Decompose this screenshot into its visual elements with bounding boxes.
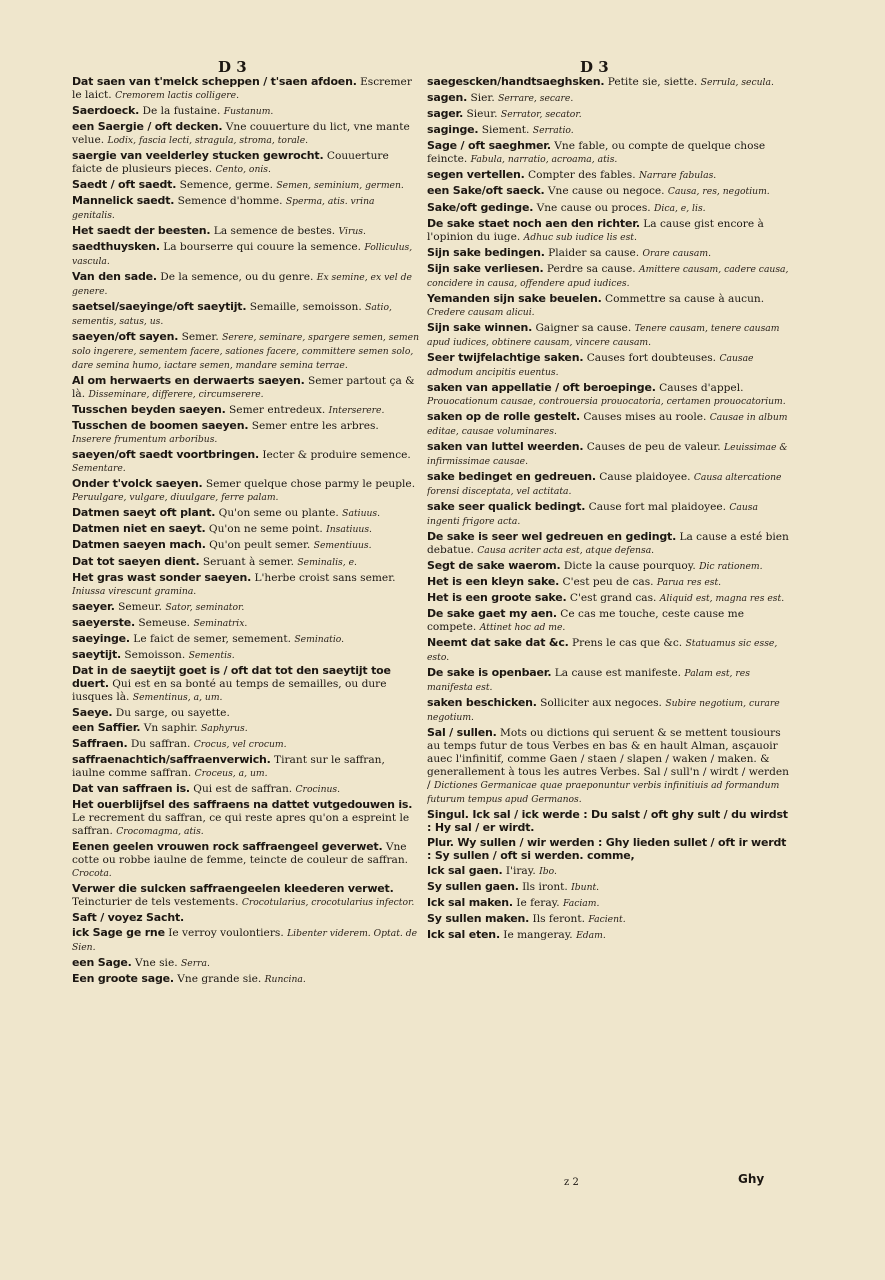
headword: Verwer die sulcken saffraengeelen kleederen verwet. <box>72 883 394 896</box>
dictionary-entry <box>72 738 420 752</box>
headword: Seer twijfelachtige saken. <box>427 351 584 364</box>
headword: De sake gaet my aen. <box>427 608 557 621</box>
dictionary-entry <box>72 601 420 615</box>
french-gloss: Vn saphir. <box>143 722 198 735</box>
french-gloss: Cause fort mal plaidoyee. <box>588 500 726 513</box>
latin-gloss: Causa altercatione forensi disceptata, vel actitata. <box>427 471 782 497</box>
latin-gloss: Serra. <box>180 958 210 970</box>
dictionary-entry <box>427 637 792 665</box>
french-gloss: Semence d'homme. <box>177 195 283 208</box>
headword: saeyer. <box>72 600 115 613</box>
latin-gloss: Causa, res, negotium. <box>667 186 770 198</box>
headword: Onder t'volck saeyen. <box>72 478 203 491</box>
french-gloss: Semoisson. <box>124 648 186 661</box>
headword: Sy sullen maken. <box>427 912 530 925</box>
french-gloss: Causes fort doubteuses. <box>586 351 717 364</box>
latin-gloss: Disseminare, differere, circumserere. <box>88 389 264 401</box>
latin-gloss: Semen, seminium, germen. <box>276 180 404 192</box>
headword: saeytijt. <box>72 648 122 661</box>
french-gloss: La semence de bestes. <box>213 225 336 238</box>
headword: Dat tot saeyen dient. <box>72 555 200 568</box>
latin-gloss: Fabula, narratio, acroama, atis. <box>470 154 618 166</box>
latin-gloss: Satio, sementis, satus, us. <box>72 302 392 328</box>
dictionary-entry <box>427 293 792 320</box>
headword: saergie van veelderley stucken gewrocht. <box>72 150 324 163</box>
latin-gloss: Cremorem lactis colligere. <box>115 89 240 101</box>
latin-gloss: Inserere frumentum arboribus. <box>72 434 218 446</box>
french-gloss: Seruant à semer. <box>202 555 294 568</box>
french-gloss: Du sarge, ou sayette. <box>115 706 230 719</box>
latin-gloss: Peruulgare, vulgare, diuulgare, ferre palam. <box>72 492 279 504</box>
french-gloss: Cause plaidoyee. <box>599 470 691 483</box>
headword: Eenen geelen vrouwen rock saffraengeel geverwet. <box>72 841 383 854</box>
latin-gloss: Lodix, fascia lecti, stragula, stroma, torale. <box>107 135 309 146</box>
dictionary-entry <box>427 897 792 911</box>
latin-gloss: Crocus, vel crocum. <box>193 739 287 751</box>
french-gloss: Semer. <box>181 331 219 344</box>
latin-gloss: Adhuc sub iudice lis est. <box>523 231 637 243</box>
french-gloss: Qui est de saffran. <box>193 783 293 796</box>
headword: saken op de rolle gestelt. <box>427 410 580 423</box>
french-gloss: C'est grand cas. <box>569 591 657 604</box>
french-gloss: L'herbe croist sans semer. <box>254 571 396 584</box>
headword: Saedt / oft saedt. <box>72 179 177 192</box>
headword: saeyen/oft sayen. <box>72 331 179 344</box>
dictionary-entry <box>427 76 792 90</box>
dictionary-entry <box>427 881 792 895</box>
headword: Datmen niet en saeyt. <box>72 523 206 536</box>
dictionary-entry <box>427 667 792 695</box>
latin-gloss: Sementiuus. <box>313 540 372 552</box>
french-gloss: Qu'on seme ou plante. <box>218 507 339 520</box>
dictionary-entry <box>72 927 420 955</box>
french-gloss: Causes de peu de valeur. <box>586 440 721 453</box>
headword: Sijn sake winnen. <box>427 321 533 334</box>
dictionary-entry <box>72 707 420 720</box>
dictionary-entry <box>72 179 420 193</box>
dictionary-entry <box>427 809 792 835</box>
headword: Sijn sake bedingen. <box>427 246 545 259</box>
dictionary-entry <box>72 523 420 537</box>
french-gloss: Causes d'appel. <box>659 381 744 394</box>
headword: Een groote sage. <box>72 973 174 986</box>
dictionary-entry <box>427 560 792 574</box>
latin-gloss: Seminatrix. <box>193 617 248 629</box>
french-gloss: Causes mises au roole. <box>583 410 707 423</box>
latin-gloss: Crocota. <box>72 868 112 880</box>
headword: Van den sade. <box>72 271 157 284</box>
headword: saeyinge. <box>72 632 130 645</box>
headword: Al om herwaerts en derwaerts saeyen. <box>72 375 305 388</box>
headword: De sake is seer wel gedreuen en gedingt. <box>427 530 677 543</box>
headword: saken van appellatie / oft beroepinge. <box>427 381 656 394</box>
french-gloss: Plaider sa cause. <box>548 246 640 259</box>
french-gloss: Vne grande sie. <box>177 973 262 986</box>
french-gloss: De la fustaine. <box>142 105 221 117</box>
latin-gloss: Facient. <box>588 913 626 925</box>
dictionary-entry <box>72 572 420 599</box>
headword: Sage / oft saeghmer. <box>427 140 551 153</box>
latin-gloss: Sementinus, a, um. <box>132 691 223 703</box>
headword: Tusschen beyden saeyen. <box>72 404 226 417</box>
french-gloss: Vne cause ou negoce. <box>547 185 665 198</box>
latin-gloss: Serrare, secare. <box>498 93 574 105</box>
dictionary-entry <box>72 121 420 148</box>
dictionary-entry <box>72 449 420 476</box>
dictionary-entry <box>72 649 420 663</box>
french-gloss: La bourserre qui couure la semence. <box>163 241 361 254</box>
latin-gloss: Crocotularius, crocotularius infector. <box>241 897 415 909</box>
dictionary-entry <box>427 471 792 499</box>
headword: Saerdoeck. <box>72 105 140 117</box>
latin-gloss: Seminalis, e. <box>297 556 357 568</box>
latin-gloss: Cento, onis. <box>215 164 271 175</box>
headword: Segt de sake waerom. <box>427 559 561 572</box>
dictionary-entry <box>72 150 420 177</box>
latin-gloss: Fustanum. <box>223 106 274 117</box>
dictionary-entry <box>427 592 792 606</box>
french-gloss: Ce cas me touche, ceste cause me compete. <box>427 608 744 633</box>
french-gloss: Teincturier de tels vestements. <box>72 896 239 909</box>
headword: Sake/oft gedinge. <box>427 201 534 214</box>
dictionary-entry <box>427 608 792 635</box>
headword: Dat in de saeytijt goet is / oft dat tot den saeytijt toe duert. <box>72 665 391 690</box>
signature-mark: z 2 <box>564 1177 579 1188</box>
headword: saetsel/saeyinge/oft saeytijt. <box>72 301 247 314</box>
latin-gloss: Dica, e, lis. <box>654 202 706 214</box>
dictionary-entry <box>72 722 420 736</box>
french-gloss: Semence, germe. <box>179 179 273 192</box>
french-gloss: Semer entredeux. <box>229 404 326 417</box>
french-gloss: Escremer le laict. <box>72 76 412 101</box>
french-gloss: C'est peu de cas. <box>562 575 654 588</box>
french-gloss: Ie mangeray. <box>503 929 573 942</box>
headword: Ick sal eten. <box>427 929 500 942</box>
dictionary-entry <box>427 108 792 122</box>
latin-gloss: Credere causam alicui. <box>427 306 535 318</box>
latin-gloss: Folliculus, vascula. <box>72 242 413 268</box>
headword: saegescken/handtsaeghsken. <box>427 76 605 88</box>
latin-gloss: Serrula, secula. <box>700 77 774 88</box>
headword: saken beschicken. <box>427 697 537 710</box>
headword: Sy sullen gaen. <box>427 880 519 893</box>
dictionary-entry <box>72 420 420 447</box>
dictionary-entry <box>427 322 792 350</box>
dictionary-entry <box>72 883 420 910</box>
french-gloss: Ie verroy voulontiers. <box>168 927 284 940</box>
headword: een Sake/oft saeck. <box>427 185 545 198</box>
dictionary-entry <box>427 202 792 216</box>
headword: Het gras wast sonder saeyen. <box>72 571 252 584</box>
latin-gloss: Ex semine, ex vel de genere. <box>72 272 412 298</box>
headword: Singul. Ick sal / ick werde : Du salst / oft ghy sult / du wirdst : Hy sal / er wirdt. <box>427 808 788 834</box>
latin-gloss: Palam est, res manifesta est. <box>427 668 750 693</box>
dictionary-entry <box>427 697 792 725</box>
french-gloss: La cause est manifeste. <box>554 667 682 680</box>
dictionary-entry <box>427 218 792 245</box>
french-gloss: Qu'on ne seme point. <box>208 523 323 536</box>
latin-gloss: Insatiuus. <box>326 524 372 536</box>
dictionary-entry <box>72 507 420 521</box>
latin-gloss: Sementare. <box>72 463 126 475</box>
dictionary-entry <box>72 957 420 971</box>
headword: saedthuysken. <box>72 241 160 254</box>
latin-gloss: Sperma, atis. vrina genitalis. <box>72 196 375 222</box>
latin-gloss: Attinet hoc ad me. <box>479 621 566 633</box>
headword: Yemanden sijn sake beuelen. <box>427 292 602 305</box>
french-gloss: Qui est en sa bonté au temps de semailles, ou dure iusques là. <box>72 677 387 703</box>
latin-gloss: Dictiones Germanicae quae praeponuntur verbis infinitiuis ad formandum futurum tempus apud Germanos. <box>427 779 780 805</box>
headword: sake seer qualick bedingt. <box>427 500 586 513</box>
dictionary-entry <box>427 185 792 199</box>
headword: Saeye. <box>72 706 113 719</box>
latin-gloss: Crocomagma, atis. <box>116 826 204 838</box>
french-gloss: Le faict de semer, semement. <box>133 632 292 645</box>
french-gloss: Prens le cas que &c. <box>572 637 683 650</box>
dictionary-entry <box>427 92 792 106</box>
headword: Ick sal gaen. <box>427 864 503 877</box>
headword: Neemt dat sake dat &c. <box>427 637 569 650</box>
dictionary-entry <box>427 837 792 863</box>
dictionary-entry <box>72 478 420 505</box>
french-gloss: Du saffran. <box>130 738 191 751</box>
dictionary-entry <box>427 441 792 469</box>
latin-gloss: Saphyrus. <box>200 723 248 735</box>
french-gloss: Solliciter aux negoces. <box>540 697 662 710</box>
dictionary-entry <box>427 913 792 927</box>
headword: Saft / voyez Sacht. <box>72 912 184 925</box>
headword: Mannelick saedt. <box>72 195 175 208</box>
french-gloss: Petite sie, siette. <box>607 76 698 88</box>
headword: Saffraen. <box>72 738 128 751</box>
dictionary-entry <box>427 382 792 409</box>
headword: sake bedinget en gedreuen. <box>427 470 596 483</box>
dictionary-entry <box>72 225 420 239</box>
french-gloss: Semeuse. <box>138 616 191 629</box>
french-gloss: Semer entre les arbres. <box>251 420 379 433</box>
latin-gloss: Libenter viderem. Optat. de Sien. <box>72 928 418 954</box>
french-gloss: La cause gist encore à l'opinion du iuge. <box>427 217 764 243</box>
headword: Datmen saeyen mach. <box>72 539 206 552</box>
headword: sagen. <box>427 92 468 105</box>
latin-gloss: Causae admodum ancipitis euentus. <box>427 352 754 378</box>
dictionary-entry <box>72 841 420 881</box>
headword: saken van luttel weerden. <box>427 440 584 453</box>
latin-gloss: Satiuus. <box>342 508 381 520</box>
latin-gloss: Parua res est. <box>656 576 722 588</box>
headword: Het saedt der beesten. <box>72 225 211 238</box>
headword: een Saergie / oft decken. <box>72 121 223 134</box>
latin-gloss: Causae in album editae, causae voluminares. <box>427 411 788 437</box>
french-gloss: Compter des fables. <box>527 169 636 182</box>
headword: Het ouerblijfsel des saffraens na dattet vutgedouwen is. <box>72 799 413 812</box>
latin-gloss: Tenere causam, tenere causam apud iudices, obtinere causam, vincere causam. <box>427 322 780 348</box>
headword: Tusschen de boomen saeyen. <box>72 420 249 433</box>
latin-gloss: Dic rationem. <box>699 560 763 572</box>
headword: Datmen saeyt oft plant. <box>72 507 216 520</box>
french-gloss: Dicte la cause pourquoy. <box>563 559 696 572</box>
headword: een Sage. <box>72 957 132 970</box>
latin-gloss: Ibo. <box>539 865 557 877</box>
headword: segen vertellen. <box>427 169 525 182</box>
headword: saffraenachtich/saffraenverwich. <box>72 754 271 767</box>
page-header-left: D 3 <box>218 58 247 76</box>
dictionary-entry <box>72 271 420 299</box>
latin-gloss: Interserere. <box>328 405 385 417</box>
french-gloss: Ils iront. <box>522 880 568 893</box>
latin-gloss: Serere, seminare, spargere semen, semen solo ingerere, sementem facere, sationes facere, committere semen solo, dare semina humo, iactare semen, mandare semina terrae. <box>72 332 419 372</box>
dictionary-entry <box>72 799 420 839</box>
latin-gloss: Croceus, a, um. <box>194 768 268 780</box>
french-gloss: Couuerture faicte de plusieurs pieces. <box>72 150 389 175</box>
dictionary-entry <box>72 665 420 705</box>
french-gloss: De la semence, ou du genre. <box>160 271 314 284</box>
headword: Ick sal maken. <box>427 896 513 909</box>
french-gloss: Semer quelque chose parmy le peuple. <box>205 478 416 491</box>
french-gloss: Tirant sur le saffran, iaulne comme saffran. <box>72 754 385 780</box>
latin-gloss: Sementis. <box>188 649 235 661</box>
dictionary-entry <box>427 727 792 806</box>
french-gloss: Vne cotte ou robbe iaulne de femme, teincte de couleur de saffran. <box>72 841 409 867</box>
right-column <box>427 76 792 945</box>
headword: een Saffier. <box>72 722 141 735</box>
latin-gloss: Runcina. <box>264 974 306 986</box>
latin-gloss: Faciam. <box>563 897 600 909</box>
latin-gloss: Iniussa virescunt gramina. <box>72 585 197 597</box>
dictionary-entry <box>72 617 420 631</box>
dictionary-entry <box>72 404 420 418</box>
dictionary-entry <box>427 576 792 590</box>
latin-gloss: Causa acriter acta est, atque defensa. <box>477 544 655 556</box>
headword: Dat saen van t'melck scheppen / t'saen afdoen. <box>72 76 357 88</box>
french-gloss: Ils feront. <box>532 912 585 925</box>
dictionary-entry <box>427 263 792 291</box>
headword: Het is een groote sake. <box>427 591 567 604</box>
headword: Dat van saffraen is. <box>72 783 190 796</box>
left-column <box>72 76 420 989</box>
headword: ick Sage ge rne <box>72 927 165 940</box>
latin-gloss: Edam. <box>576 930 606 942</box>
dictionary-entry <box>72 912 420 925</box>
latin-gloss: Subire negotium, curare negotium. <box>427 698 780 723</box>
dictionary-entry <box>72 241 420 269</box>
dictionary-entry <box>427 929 792 943</box>
page-header-right: D 3 <box>580 58 609 76</box>
latin-gloss: Ibunt. <box>571 881 600 893</box>
dictionary-entry <box>72 105 420 119</box>
dictionary-entry <box>72 331 420 373</box>
latin-gloss: Crocinus. <box>295 784 341 796</box>
french-gloss: Vne fable, ou compte de quelque chose feincte. <box>427 140 766 166</box>
headword: sager. <box>427 108 464 121</box>
french-gloss: Qu'on peult semer. <box>209 539 311 552</box>
latin-gloss: Prouocationum causae, controuersia prouocatoria, certamen prouocatorium. <box>427 395 786 407</box>
french-gloss: Vne couuerture du lict, vne mante velue. <box>72 121 410 146</box>
catchword: Ghy <box>738 1172 765 1186</box>
dictionary-entry <box>427 140 792 167</box>
dictionary-entry <box>72 783 420 797</box>
french-gloss: Iecter & produire semence. <box>262 449 411 462</box>
latin-gloss: Serratio. <box>532 125 574 137</box>
french-gloss: Perdre sa cause. <box>546 262 636 275</box>
dictionary-entry <box>427 501 792 529</box>
latin-gloss: Amittere causam, cadere causa, concidere in causa, offendere apud iudices. <box>427 263 789 289</box>
dictionary-entry <box>72 556 420 570</box>
dictionary-entry <box>427 169 792 183</box>
dictionary-entry <box>72 973 420 987</box>
french-gloss: Semer partout ça & là. <box>72 375 415 401</box>
headword: Het is een kleyn sake. <box>427 575 560 588</box>
dictionary-entry <box>427 531 792 558</box>
dictionary-entry <box>72 301 420 329</box>
dictionary-entry <box>427 124 792 138</box>
latin-gloss: Leuissimae & infirmissimae causae. <box>427 441 788 467</box>
dictionary-entry <box>427 352 792 380</box>
french-gloss: Mots ou dictions qui seruent & se mettent tousiours au temps futur de tous Verbes en bas & en hault Alman, asçauoir auec l'infinitif, comme Gaen / staen / slapen / waken / maken. & generallement à tous les autres Verbes. Sal / sull'n / wirdt / werden / <box>427 727 789 791</box>
french-gloss: La cause a esté bien debatue. <box>427 530 789 556</box>
dictionary-entry <box>72 539 420 553</box>
headword: Sal / sullen. <box>427 727 497 740</box>
latin-gloss: Seminatio. <box>294 633 345 645</box>
latin-gloss: Causa ingenti frigore acta. <box>427 501 758 527</box>
french-gloss: Semaille, semoisson. <box>249 301 362 314</box>
french-gloss: Gaigner sa cause. <box>535 321 632 334</box>
latin-gloss: Sator, seminator. <box>165 601 245 613</box>
french-gloss: Siement. <box>481 124 530 137</box>
headword: Sijn sake verliesen. <box>427 262 544 275</box>
latin-gloss: Virus. <box>338 226 366 238</box>
latin-gloss: Aliquid est, magna res est. <box>659 592 785 604</box>
dictionary-entry <box>427 865 792 879</box>
french-gloss: Vne cause ou proces. <box>536 201 651 214</box>
headword: De sake is openbaer. <box>427 667 552 680</box>
dictionary-entry <box>72 633 420 647</box>
french-gloss: Vne sie. <box>135 957 178 970</box>
headword: saginge. <box>427 124 479 137</box>
french-gloss: I'iray. <box>505 864 536 877</box>
headword: saeyerste. <box>72 616 135 629</box>
latin-gloss: Statuamus sic esse, esto. <box>427 638 778 663</box>
dictionary-entry <box>72 754 420 781</box>
dictionary-entry <box>72 375 420 402</box>
french-gloss: Sier. <box>470 92 495 105</box>
dictionary-entry <box>427 411 792 439</box>
headword: De sake staet noch aen den richter. <box>427 217 640 230</box>
headword: Plur. Wy sullen / wir werden : Ghy lieden sullet / oft ir werdt : Sy sullen / oft si werden. comme, <box>427 836 787 862</box>
latin-gloss: Narrare fabulas. <box>638 170 717 182</box>
dictionary-entry <box>427 247 792 261</box>
dictionary-entry <box>72 195 420 223</box>
french-gloss: Commettre sa cause à aucun. <box>605 292 765 305</box>
french-gloss: Semeur. <box>118 600 163 613</box>
french-gloss: Ie feray. <box>516 896 560 909</box>
french-gloss: Le recrement du saffran, ce qui reste apres qu'on a espreint le saffran. <box>72 812 410 838</box>
dictionary-entry <box>72 76 420 103</box>
latin-gloss: Serrator, secator. <box>500 109 582 121</box>
latin-gloss: Orare causam. <box>642 247 712 259</box>
headword: saeyen/oft saedt voortbringen. <box>72 449 259 462</box>
french-gloss: Sieur. <box>466 108 498 121</box>
